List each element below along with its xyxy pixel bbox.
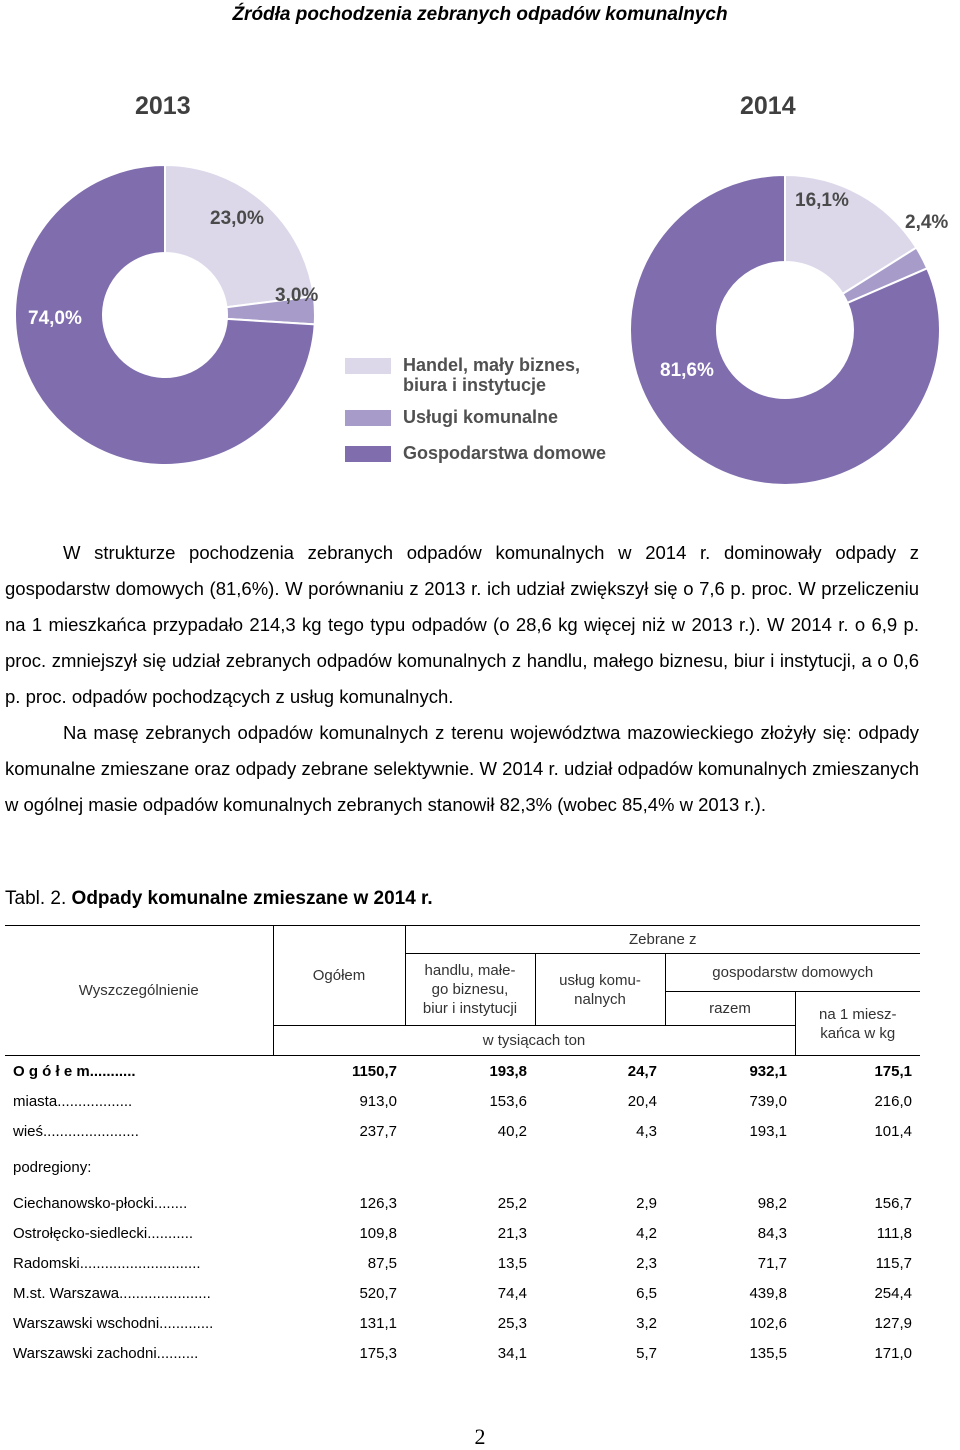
cell-value: 153,6 bbox=[489, 1092, 527, 1110]
legend-label-uslugi: Usługi komunalne bbox=[403, 407, 559, 427]
row-label: Radomski............................. bbox=[13, 1254, 201, 1272]
table-row bbox=[5, 1086, 920, 1116]
cell-value: 102,6 bbox=[749, 1314, 787, 1332]
legend-swatch-handel bbox=[345, 358, 391, 374]
cell-value: 3,2 bbox=[636, 1314, 657, 1332]
cell-value: 193,1 bbox=[749, 1122, 787, 1140]
table-row bbox=[5, 1146, 920, 1188]
legend-label-handel-line2: biura i instytucje bbox=[403, 375, 547, 395]
table-row bbox=[5, 1188, 920, 1218]
header-stub: Wyszczególnienie bbox=[5, 926, 273, 1056]
chart-legend bbox=[345, 355, 635, 475]
cell-value: 135,5 bbox=[749, 1344, 787, 1362]
legend-label-gospodarstwa: Gospodarstwa domowe bbox=[403, 443, 607, 463]
cell-value: 739,0 bbox=[749, 1092, 787, 1110]
cell-value: 71,7 bbox=[757, 1254, 787, 1272]
table-row bbox=[5, 1308, 920, 1338]
cell-value: 237,7 bbox=[359, 1122, 397, 1140]
cell-value: 171,0 bbox=[874, 1344, 912, 1362]
cell-value: 175,3 bbox=[359, 1344, 397, 1362]
cell-value: 2,3 bbox=[636, 1254, 657, 1272]
header-gospodarstw: gospodarstw domowych bbox=[665, 954, 920, 992]
header-ogolem: Ogółem bbox=[273, 926, 405, 1026]
data-table bbox=[5, 925, 920, 1368]
row-label: wieś....................... bbox=[13, 1122, 139, 1140]
cell-value bbox=[273, 1146, 405, 1188]
cell-value: 193,8 bbox=[489, 1062, 527, 1080]
cell-value: 101,4 bbox=[874, 1122, 912, 1140]
legend-swatch-uslugi bbox=[345, 410, 391, 426]
legend-label-handel-line1: Handel, mały biznes, bbox=[403, 355, 581, 375]
row-label: O g ó ł e m........... bbox=[13, 1062, 136, 1080]
table-row bbox=[5, 1278, 920, 1308]
row-label: Warszawski wschodni............. bbox=[13, 1314, 214, 1332]
cell-value: 175,1 bbox=[874, 1062, 912, 1080]
cell-value: 127,9 bbox=[874, 1314, 912, 1332]
cell-value: 2,9 bbox=[636, 1194, 657, 1212]
cell-value: 439,8 bbox=[749, 1284, 787, 1302]
header-razem: razem bbox=[665, 992, 795, 1026]
legend-item-gospodarstwa bbox=[345, 443, 635, 463]
cell-value: 932,1 bbox=[749, 1062, 787, 1080]
table-row bbox=[5, 1248, 920, 1278]
data-label-2013-uslugi: 3,0% bbox=[275, 285, 319, 306]
legend-item-handel bbox=[345, 355, 635, 395]
table-row bbox=[5, 1338, 920, 1368]
legend-item-uslugi bbox=[345, 407, 635, 427]
header-uslug: usług komu- nalnych bbox=[535, 954, 665, 1026]
row-label: Warszawski zachodni.......... bbox=[13, 1344, 199, 1362]
cell-value: 156,7 bbox=[874, 1194, 912, 1212]
cell-value: 6,5 bbox=[636, 1284, 657, 1302]
row-label: Ostrołęcko-siedlecki........... bbox=[13, 1224, 194, 1242]
page-number: 2 bbox=[474, 1424, 486, 1449]
cell-value: 4,3 bbox=[636, 1122, 657, 1140]
table-caption-prefix: Tabl. 2. bbox=[5, 888, 67, 909]
page-title: Źródła pochodzenia zebranych odpadów komunalnych bbox=[232, 4, 728, 25]
cell-value: 25,2 bbox=[497, 1194, 527, 1212]
chart-2013-title: 2013 bbox=[135, 92, 191, 120]
header-per-capita: na 1 miesz- kańca w kg bbox=[795, 992, 920, 1056]
header-unit: w tysiącach ton bbox=[273, 1026, 795, 1056]
table-row bbox=[5, 1116, 920, 1146]
cell-value: 24,7 bbox=[627, 1062, 657, 1080]
data-label-2014-handel: 16,1% bbox=[795, 190, 849, 211]
row-label: podregiony: bbox=[13, 1158, 92, 1176]
cell-value: 131,1 bbox=[359, 1314, 397, 1332]
header-zebrane-z: Zebrane z bbox=[405, 926, 920, 954]
legend-swatch-gospodarstwa bbox=[345, 446, 391, 462]
cell-value: 40,2 bbox=[497, 1122, 527, 1140]
cell-value: 109,8 bbox=[359, 1224, 397, 1242]
cell-value bbox=[795, 1146, 920, 1188]
cell-value: 20,4 bbox=[627, 1092, 657, 1110]
cell-value: 13,5 bbox=[497, 1254, 527, 1272]
cell-value: 254,4 bbox=[874, 1284, 912, 1302]
row-label: M.st. Warszawa...................... bbox=[13, 1284, 211, 1302]
cell-value: 126,3 bbox=[359, 1194, 397, 1212]
cell-value: 520,7 bbox=[359, 1284, 397, 1302]
data-label-2013-handel: 23,0% bbox=[210, 208, 264, 229]
table-row bbox=[5, 1218, 920, 1248]
cell-value: 21,3 bbox=[497, 1224, 527, 1242]
cell-value: 216,0 bbox=[874, 1092, 912, 1110]
paragraph-1: W strukturze pochodzenia zebranych odpadów komunalnych w 2014 r. dominowały odpady z gospodarstw domowych (81,6%). W porównaniu z 2013 r. ich udział zwiększył się o 7,6 p. proc. W przeliczeniu na 1 mieszkańca przypadało 214,3 kg tego typu odpadów (o 28,6 kg więcej niż w 2013 r.). W 2014 r. o 6,9 p. proc. zmniejszył się udział zebranych odpadów komunalnych z handlu, małego biznesu, biur i instytucji, a o 0,6 p. proc. odpadów pochodzących z usług komunalnych. bbox=[5, 542, 919, 707]
chart-2014-title: 2014 bbox=[740, 92, 796, 120]
cell-value: 87,5 bbox=[367, 1254, 397, 1272]
header-handel: handlu, małe- go biznesu, biur i instytucji bbox=[405, 954, 535, 1026]
cell-value bbox=[665, 1146, 795, 1188]
table-caption-title: Odpady komunalne zmieszane w 2014 r. bbox=[71, 888, 433, 909]
cell-value: 115,7 bbox=[875, 1254, 912, 1272]
paragraph-2: Na masę zebranych odpadów komunalnych z terenu województwa mazowieckiego złożyły się: odpady komunalne zmieszane oraz odpady zebrane selektywnie. W 2014 r. udział odpadów komunalnych zmieszanych w ogólnej masie odpadów komunalnych zebranych stanowił 82,3% (wobec 85,4% w 2013 r.). bbox=[5, 722, 919, 815]
table-caption bbox=[5, 888, 433, 910]
table-row bbox=[5, 1056, 920, 1087]
cell-value: 4,2 bbox=[636, 1224, 657, 1242]
data-label-2013-gospodarstwa: 74,0% bbox=[28, 308, 82, 329]
data-label-2014-uslugi: 2,4% bbox=[905, 212, 949, 233]
body-text bbox=[5, 535, 919, 823]
row-label: Ciechanowsko-płocki........ bbox=[13, 1194, 188, 1212]
cell-value: 1150,7 bbox=[351, 1062, 397, 1080]
cell-value: 98,2 bbox=[757, 1194, 787, 1212]
cell-value: 5,7 bbox=[636, 1344, 657, 1362]
cell-value bbox=[535, 1146, 665, 1188]
cell-value: 34,1 bbox=[497, 1344, 527, 1362]
cell-value: 913,0 bbox=[359, 1092, 397, 1110]
row-label: miasta.................. bbox=[13, 1092, 133, 1110]
cell-value bbox=[405, 1146, 535, 1188]
cell-value: 74,4 bbox=[497, 1284, 527, 1302]
cell-value: 111,8 bbox=[876, 1224, 912, 1242]
cell-value: 25,3 bbox=[497, 1314, 527, 1332]
data-label-2014-gospodarstwa: 81,6% bbox=[660, 360, 714, 381]
cell-value: 84,3 bbox=[757, 1224, 787, 1242]
